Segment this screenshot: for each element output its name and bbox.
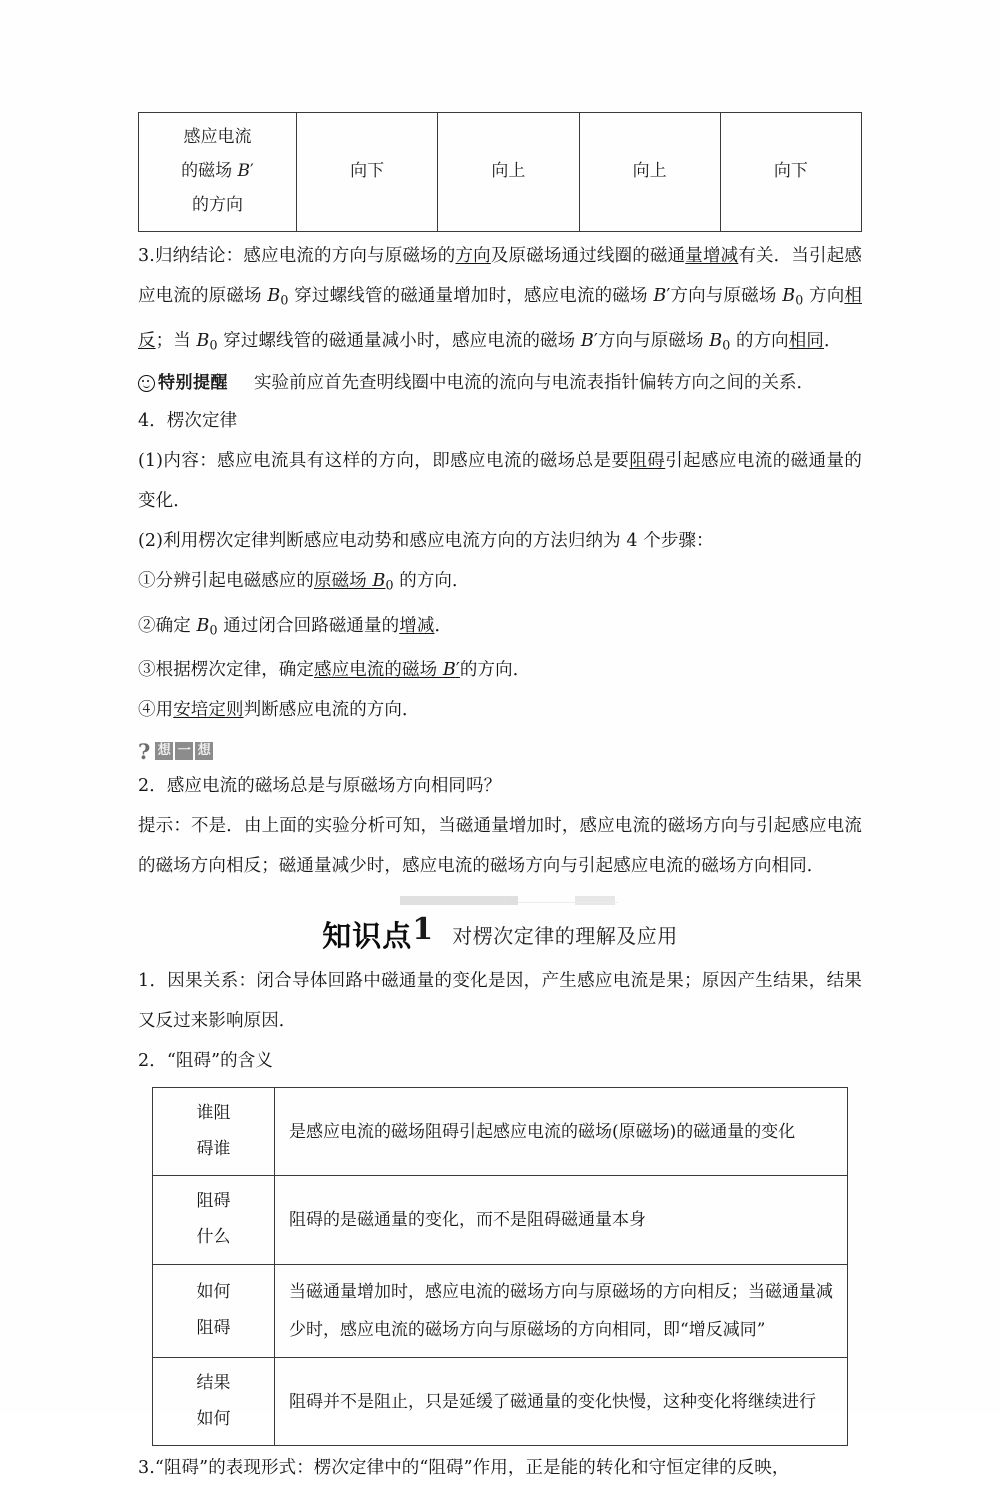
- direction-cell-3: 向上: [579, 113, 720, 232]
- scan-artifact-mark: [400, 896, 620, 905]
- meaning-key-4: [153, 1357, 275, 1445]
- table-row: [153, 1088, 848, 1176]
- key-line: 如何: [196, 1282, 231, 1303]
- lenz-step-1: ①分辨引起电磁感应的原磁场 $B_0$ 的方向．: [138, 571, 470, 593]
- meaning-desc-2: 阻碍的是磁通量的变化，而不是阻碍磁通量本身: [275, 1176, 848, 1264]
- special-tip-text: 实验前应首先查明线圈中电流的流向与电流表指针偏转方向之间的关系．: [254, 373, 814, 394]
- kp-item-1: 1．因果关系：闭合导体回路中磁通量的变化是因，产生感应电流是果；原因产生结果，结果又反过来影响原因．: [138, 971, 862, 1032]
- obstruct-meaning-table: [152, 1087, 848, 1446]
- row-label-line-1: 感应电流: [183, 127, 252, 147]
- meaning-desc-3: 当磁通量增加时，感应电流的磁场方向与原磁场的方向相反；当磁通量减少时，感应电流的磁场方向与原磁场的方向相同，即“增反减同”: [275, 1264, 848, 1357]
- knowledge-point-subtitle: 对楞次定律的理解及应用: [452, 924, 678, 949]
- direction-cell-1: 向下: [297, 113, 438, 232]
- meaning-key-3: [153, 1264, 275, 1357]
- lenz-step-4: ④用安培定则判断感应电流的方向．: [138, 700, 420, 721]
- footer-item-3: 3.“阻碍”的表现形式：楞次定律中的“阻碍”作用，正是能的转化和守恒定律的反映，: [138, 1458, 790, 1479]
- conclusion-paragraph: 3.归纳结论：感应电流的方向与原磁场的方向及原磁场通过线圈的磁通量增减有关．当引起感应电流的原磁场 $B_0$ 穿过螺线管的磁通量增加时，感应电流的磁场 B′方向与原磁场 $B_0$ 方向相反；当 $B_0$ 穿过螺线管的磁通量减小时，感应电流的磁场 B′方向与原磁场 $B_0$ 的方向相同．: [138, 246, 862, 353]
- think-question: 2．感应电流的磁场总是与原磁场方向相同吗？: [138, 776, 502, 797]
- direction-cell-2: 向上: [438, 113, 579, 232]
- key-line: 谁阻: [196, 1103, 231, 1124]
- special-tip-block: [138, 365, 862, 401]
- kp-item-2: 2．“阻碍”的含义: [138, 1051, 273, 1072]
- knowledge-point-heading: [138, 912, 862, 955]
- think-answer: 提示：不是．由上面的实验分析可知，当磁通量增加时，感应电流的磁场方向与引起感应电流的磁场方向相反；磁通量减少时，感应电流的磁场方向与引起感应电流的磁场方向相同．: [138, 816, 862, 877]
- think-badge-char-1: 想: [155, 742, 173, 760]
- knowledge-point-title: 知识点: [322, 919, 413, 954]
- row-label-line-3: 的方向: [192, 195, 243, 215]
- think-badge-block: [138, 738, 862, 764]
- table-row: [153, 1264, 848, 1357]
- question-mark-icon: ?: [138, 738, 151, 764]
- think-badge-char-3: 想: [195, 742, 213, 760]
- direction-cell-4: 向下: [720, 113, 861, 232]
- key-line: 什么: [196, 1227, 231, 1248]
- meaning-desc-1: 是感应电流的磁场阻碍引起感应电流的磁场(原磁场)的磁通量的变化: [275, 1088, 848, 1176]
- lenz-law-content: (1)内容：感应电流具有这样的方向，即感应电流的磁场总是要阻碍引起感应电流的磁通量的变化．: [138, 451, 862, 512]
- key-line: 阻碍: [196, 1317, 231, 1338]
- key-line: 阻碍: [196, 1191, 231, 1212]
- table-row: [139, 113, 862, 232]
- key-line: 如何: [196, 1408, 231, 1429]
- key-line: 结果: [196, 1372, 231, 1393]
- row-label-cell: [139, 113, 297, 232]
- induced-field-direction-table: [138, 112, 862, 232]
- meaning-key-2: [153, 1176, 275, 1264]
- page-content: [138, 112, 862, 1488]
- think-badge-char-2: 一: [175, 742, 193, 760]
- lenz-step-3: ③根据楞次定律，确定感应电流的磁场 B′的方向．: [138, 660, 531, 681]
- meaning-key-1: [153, 1088, 275, 1176]
- smiley-circle-icon: [138, 375, 155, 392]
- table-row: [153, 1357, 848, 1445]
- row-label-line-2: 的磁场 B′: [181, 161, 254, 181]
- lenz-law-heading: 4．楞次定律: [138, 411, 238, 432]
- lenz-step-2: ②确定 $B_0$ 通过闭合回路磁通量的增减．: [138, 615, 453, 638]
- meaning-desc-4: 阻碍并不是阻止，只是延缓了磁通量的变化快慢，这种变化将继续进行: [275, 1357, 848, 1445]
- lenz-law-method-intro: (2)利用楞次定律判断感应电动势和感应电流方向的方法归纳为 4 个步骤：: [138, 531, 714, 552]
- knowledge-point-number: 1: [412, 912, 434, 948]
- special-tip-label: 特别提醒: [158, 373, 228, 394]
- table-row: [153, 1176, 848, 1264]
- key-line: 碍谁: [196, 1138, 231, 1159]
